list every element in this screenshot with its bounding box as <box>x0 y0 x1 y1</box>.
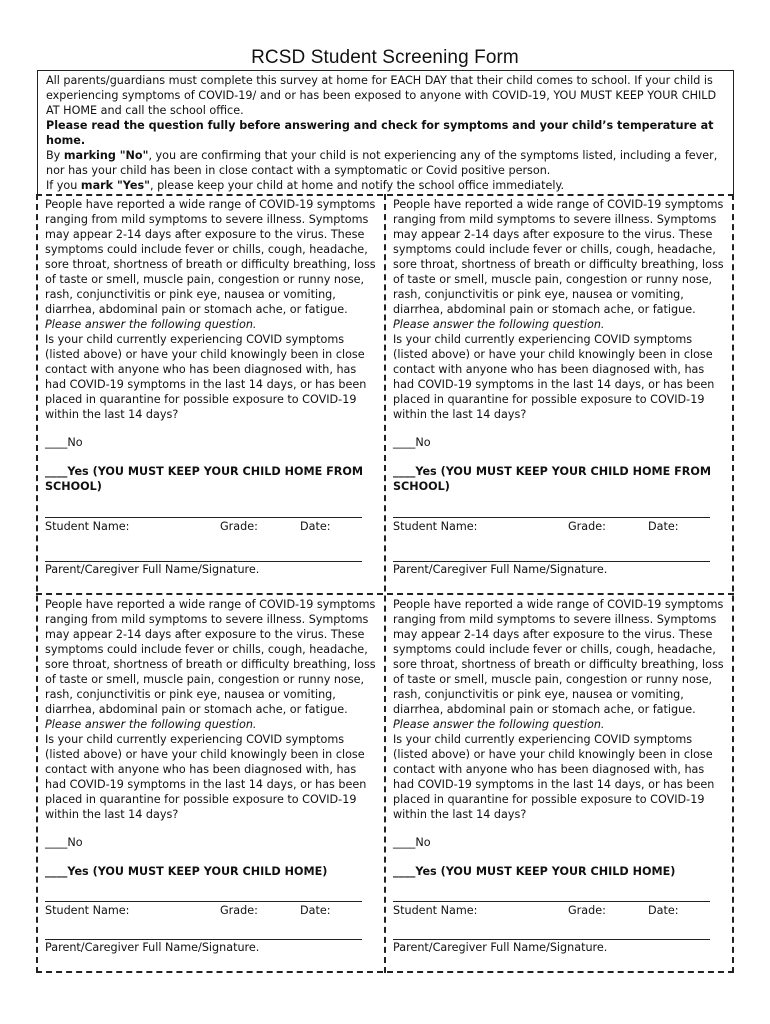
date-label: Date: <box>300 520 331 533</box>
symptoms-text: People have reported a wide range of COVID-19 symptoms ranging from mild symptoms to severe illness. Symptoms may appear 2-14 days after exposure to the virus. These symptoms could include fever or chills, cough, headache, sore throat, shortness of breath or difficulty breathing, loss of taste or smell, muscle pain, congestion or runny nose, rash, conjunctivitis or pink eye, nausea or vomiting, diarrhea, abdominal pain or stomach ache, or fatigue. <box>45 198 376 316</box>
yes-option[interactable]: ____Yes (YOU MUST KEEP YOUR CHILD HOME) <box>393 865 676 878</box>
symptoms-text: People have reported a wide range of COVID-19 symptoms ranging from mild symptoms to severe illness. Symptoms may appear 2-14 days after exposure to the virus. These symptoms could include fever or chills, cough, headache, sore throat, shortness of breath or difficulty breathing, loss of taste or smell, muscle pain, congestion or runny nose, rash, conjunctivitis or pink eye, nausea or vomiting, diarrhea, abdominal pain or stomach ache, or fatigue. <box>45 598 376 716</box>
student-name-label: Student Name: <box>45 520 130 533</box>
date-label: Date: <box>648 520 679 533</box>
intro-line-1: All parents/guardians must complete this survey at home for EACH DAY that their child comes to school. If your child is experiencing symptoms of COVID-19/ and or has been exposed to anyone with COVID-19, YOU MUST KEEP YOUR CHILD AT HOME and call the school office. <box>46 74 717 117</box>
student-name-label: Student Name: <box>393 520 478 533</box>
no-option[interactable]: ____No <box>45 436 83 449</box>
student-name-label: Student Name: <box>393 904 478 917</box>
form-title: RCSD Student Screening Form <box>251 47 519 68</box>
grade-label: Grade: <box>568 904 606 917</box>
no-option[interactable]: ____No <box>45 836 83 849</box>
student-info-labels <box>393 903 725 918</box>
intro-box <box>37 70 734 194</box>
screening-card-1 <box>37 196 384 577</box>
screening-question: Is your child currently experiencing COVID symptoms (listed above) or have your child knowingly been in close contact with anyone who has been diagnosed with, has had COVID-19 symptoms in the last 14 days, or has been placed in quarantine for possible exposure to COVID-19 within the last 14 days? <box>45 333 367 421</box>
intro-line-3 <box>46 148 725 178</box>
student-info-labels <box>45 519 377 534</box>
student-info-line[interactable] <box>393 901 710 902</box>
student-info-line[interactable] <box>45 517 362 518</box>
student-info-labels <box>45 903 377 918</box>
date-label: Date: <box>648 904 679 917</box>
parent-signature-label: Parent/Caregiver Full Name/Signature. <box>393 941 608 954</box>
grade-label: Grade: <box>568 520 606 533</box>
intro-line-3-bold: marking "No" <box>63 149 149 162</box>
intro-line-2 <box>46 118 725 148</box>
grid-middle-divider <box>36 593 734 595</box>
parent-signature-label: Parent/Caregiver Full Name/Signature. <box>45 941 260 954</box>
student-info-line[interactable] <box>45 901 362 902</box>
intro-line-4-post: , please keep your child at home and notify the school office immediately. <box>149 179 565 192</box>
screening-question: Is your child currently experiencing COVID symptoms (listed above) or have your child knowingly been in close contact with anyone who has been diagnosed with, has had COVID-19 symptoms in the last 14 days, or has been placed in quarantine for possible exposure to COVID-19 within the last 14 days? <box>45 733 367 821</box>
screening-question: Is your child currently experiencing COVID symptoms (listed above) or have your child knowingly been in close contact with anyone who has been diagnosed with, has had COVID-19 symptoms in the last 14 days, or has been placed in quarantine for possible exposure to COVID-19 within the last 14 days? <box>393 733 715 821</box>
question-prompt: Please answer the following question. <box>393 318 605 331</box>
question-prompt: Please answer the following question. <box>393 718 605 731</box>
screening-card-3 <box>37 596 384 955</box>
parent-signature-label: Parent/Caregiver Full Name/Signature. <box>393 563 608 576</box>
grid-right-border <box>732 194 734 973</box>
intro-line-4-bold: mark "Yes" <box>80 179 150 192</box>
symptoms-text: People have reported a wide range of COVID-19 symptoms ranging from mild symptoms to severe illness. Symptoms may appear 2-14 days after exposure to the virus. These symptoms could include fever or chills, cough, headache, sore throat, shortness of breath or difficulty breathing, loss of taste or smell, muscle pain, congestion or runny nose, rash, conjunctivitis or pink eye, nausea or vomiting, diarrhea, abdominal pain or stomach ache, or fatigue. <box>393 598 724 716</box>
student-info-line[interactable] <box>393 517 710 518</box>
yes-option[interactable]: ____Yes (YOU MUST KEEP YOUR CHILD HOME FROM SCHOOL) <box>45 465 364 493</box>
intro-line-4-pre: If you <box>46 179 81 192</box>
intro-line-4 <box>46 178 725 193</box>
symptoms-text: People have reported a wide range of COVID-19 symptoms ranging from mild symptoms to severe illness. Symptoms may appear 2-14 days after exposure to the virus. These symptoms could include fever or chills, cough, headache, sore throat, shortness of breath or difficulty breathing, loss of taste or smell, muscle pain, congestion or runny nose, rash, conjunctivitis or pink eye, nausea or vomiting, diarrhea, abdominal pain or stomach ache, or fatigue. <box>393 198 724 316</box>
question-prompt: Please answer the following question. <box>45 718 257 731</box>
grid-bottom-border <box>36 971 734 973</box>
screening-card-2 <box>385 196 732 577</box>
yes-option[interactable]: ____Yes (YOU MUST KEEP YOUR CHILD HOME) <box>45 865 328 878</box>
grade-label: Grade: <box>220 904 258 917</box>
intro-line-3-pre: By <box>46 149 64 162</box>
question-prompt: Please answer the following question. <box>45 318 257 331</box>
no-option[interactable]: ____No <box>393 436 431 449</box>
intro-line-2-text: Please read the question fully before answering and check for symptoms and your child’s temperature at home. <box>46 119 714 147</box>
date-label: Date: <box>300 904 331 917</box>
screening-question: Is your child currently experiencing COVID symptoms (listed above) or have your child knowingly been in close contact with anyone who has been diagnosed with, has had COVID-19 symptoms in the last 14 days, or has been placed in quarantine for possible exposure to COVID-19 within the last 14 days? <box>393 333 715 421</box>
intro-line-3-post: , you are confirming that your child is not experiencing any of the symptoms listed, including a fever, nor has your child has been in close contact with a symptomatic or Covid positive person. <box>46 149 718 177</box>
screening-card-4 <box>385 596 732 955</box>
yes-option[interactable]: ____Yes (YOU MUST KEEP YOUR CHILD HOME FROM SCHOOL) <box>393 465 712 493</box>
no-option[interactable]: ____No <box>393 836 431 849</box>
grade-label: Grade: <box>220 520 258 533</box>
student-name-label: Student Name: <box>45 904 130 917</box>
parent-signature-label: Parent/Caregiver Full Name/Signature. <box>45 563 260 576</box>
student-info-labels <box>393 519 725 534</box>
